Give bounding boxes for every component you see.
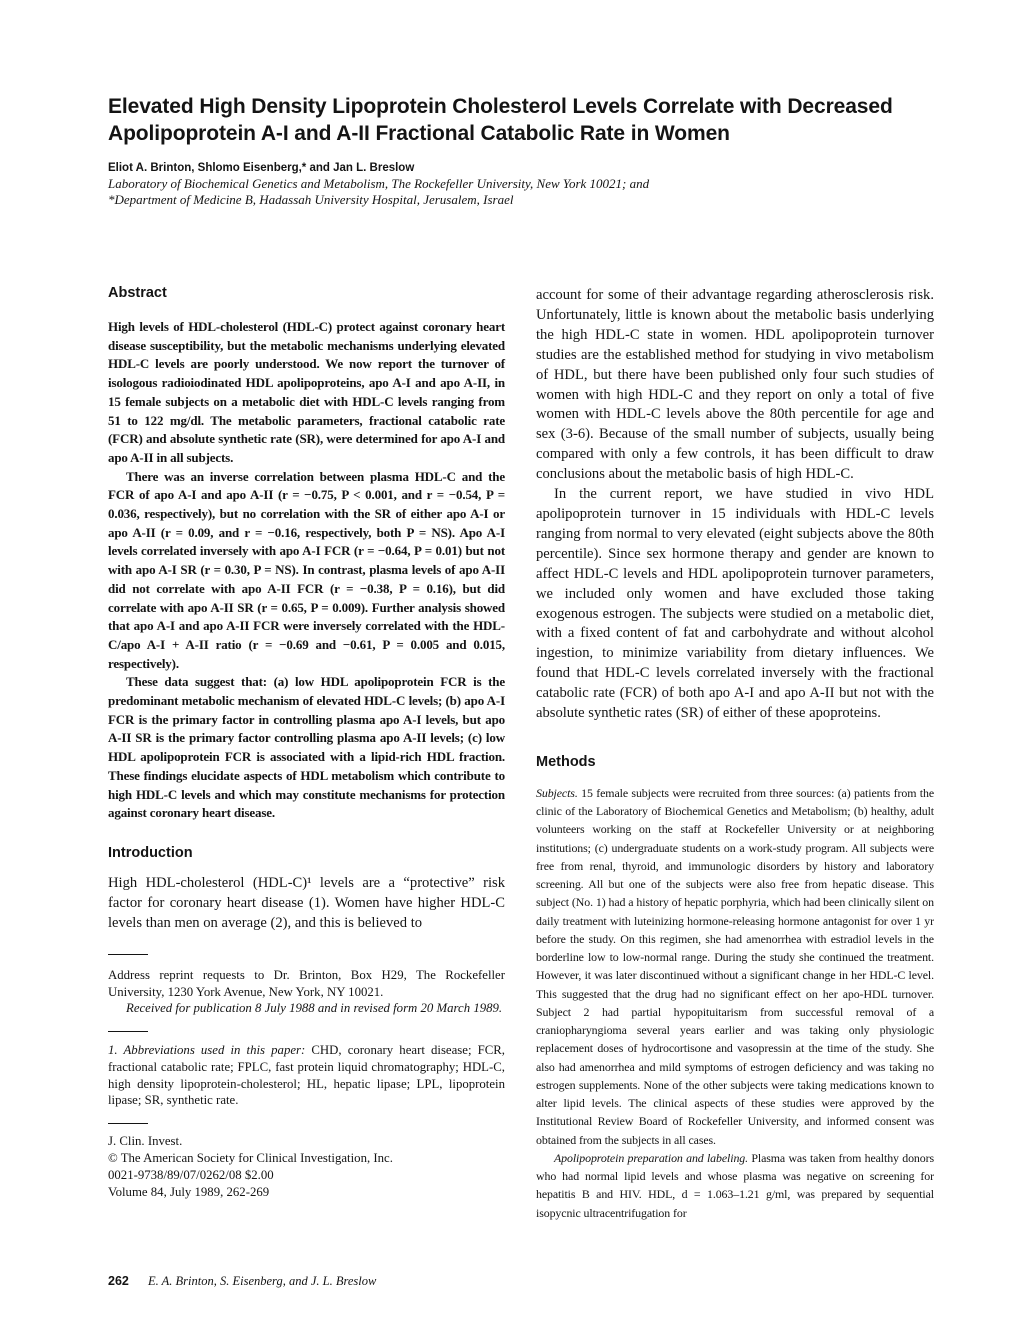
reprint-note: Address reprint requests to Dr. Brinton, Box H29, The Rockefeller University, 1230 York Avenue, New York, NY 10021. [108, 967, 505, 999]
volume-line: Volume 84, July 1989, 262-269 [108, 1184, 270, 1199]
copyright-line: © The American Society for Clinical Investigation, Inc. [108, 1151, 393, 1166]
abstract-body [108, 318, 505, 823]
abstract-paragraph-2: There was an inverse correlation between plasma HDL-C and the FCR of apo A-I and apo A-II (r = −0.75, P < 0.001, and r = −0.54, P = 0.036, respectively), but no correlation with the SR of either apo A-I or apo A-II (r = 0.09, and r = −0.16, respectively, both P = NS). Apo A-I levels correlated inversely with apo A-I FCR (r = −0.64, P = 0.01) but not with apo A-I SR (r = 0.30, P = NS). In contrast, plasma levels of apo A-II did not correlate with apo A-II FCR (r = −0.38, P = 0.16), but did correlate with apo A-II SR (r = 0.65, P = 0.009). Further analysis showed that apo A-I and apo A-II FCR were inversely correlated with the HDL-C/apo A-I + A-II ratio (r = −0.69 and −0.61, P = 0.005 and 0.015, respectively). [108, 468, 505, 671]
introduction-heading: Introduction [108, 844, 193, 861]
intro-continued [536, 286, 934, 724]
abbreviations-label: 1. Abbreviations used in this paper: [108, 1043, 306, 1058]
subjects-label: Subjects. [536, 785, 578, 800]
footnotes [108, 967, 505, 1201]
introduction-body [108, 874, 505, 934]
right-column [536, 286, 934, 1222]
apolipoprotein-paragraph [536, 1149, 934, 1222]
left-column [108, 283, 505, 1200]
affiliation-2: *Department of Medicine B, Hadassah University Hospital, Jerusalem, Israel [108, 192, 514, 207]
abstract-paragraph-1: High levels of HDL-cholesterol (HDL-C) protect against coronary heart disease susceptibility, but the metabolic mechanisms underlying elevated HDL-C levels are poorly understood. We now report the turnover of isologous radioiodinated HDL apolipoproteins, apo A-I and apo A-II, in 15 female subjects on a metabolic diet with HDL-C levels ranging from 51 to 122 mg/dl. The metabolic parameters, fractional catabolic rate (FCR) and absolute synthetic rate (SR), were determined for apo A-I and apo A-II in all subjects. [108, 319, 505, 465]
journal-name: J. Clin. Invest. [108, 1134, 183, 1149]
introduction-paragraph-1: High HDL-cholesterol (HDL-C)¹ levels are a “protective” risk factor for coronary heart disease (1). Women have higher HDL-C levels than men on average (2), and this is believed to [108, 874, 505, 931]
abbreviation-rule [108, 1031, 148, 1032]
journal-rule [108, 1123, 148, 1124]
methods-heading: Methods [536, 753, 596, 770]
abbreviations-text: CHD, coronary heart disease; FCR, fractional catabolic rate; FPLC, fast protein liquid chromatography; HDL-C, high density lipoprotein-cholesterol; HL, hepatic lipase; LPL, lipoprotein lipase; SR, synthetic rate. [108, 1043, 506, 1108]
subjects-text: 15 female subjects were recruited from three sources: (a) patients from the clinic of the Laboratory of Biochemical Genetics and Metabolism; (b) healthy, adult volunteers working on the staff at Rockefeller University or at neighboring institutions; (c) undergraduate students on a work-study program. All subjects were free from renal, thyroid, and immunologic disorders by history and laboratory screening. All but one of the subjects were also free from hepatic disease. This subject (No. 1) had a history of hepatic porphyria, which had been clinically silent on daily treatment with luteinizing hormone-releasing hormone antagonist for over 1 yr before the study. On this regimen, she had amenorrhea with estradiol levels in the borderline low to low-normal range. During the study she continued the treatment. However, it was later discontinued without a significant change in her HDL-C level. This suggested that the drug had no significant effect on her apo-HDL turnover. Subject 2 had partial hypopituitarism from successful removal of a craniopharyngioma several years earlier and was taking only physiologic replacement doses of hydrocortisone and vasopressin at the time of the study. She also had amenorrhea and mild symptoms of estrogen deficiency and was taking no estrogen supplements. None of the other subjects were taking medications known to alter lipid levels. The clinical aspects of these studies were approved by the Institutional Review Board of Rockefeller University, and informed consent was obtained from the subjects in all cases. [536, 785, 935, 1147]
author-list: Eliot A. Brinton, Shlomo Eisenberg,* and Jan L. Breslow [108, 162, 415, 174]
page-number: 262 [108, 1274, 129, 1288]
intro-paragraph-3: In the current report, we have studied in vivo HDL apolipoprotein turnover in 15 individuals with HDL-C levels ranging from normal to very elevated (eight subjects above the 80th percentile). Since sex hormone therapy and gender are known to affect HDL-C levels and HDL apolipoprotein turnover parameters, we included only women and have excluded those taking exogenous estrogen. The subjects were studied on a metabolic diet, with a fixed content of fat and carbohydrate and without alcohol ingestion, to minimize variability from dietary influences. We found that HDL-C levels correlated inversely with the fractional catabolic rate (FCR) of both apo A-I and apo A-II but not with the absolute synthetic rates (SR) of either of these apoproteins. [536, 486, 934, 722]
footnote-rule [108, 954, 148, 955]
article-title: Elevated High Density Lipoprotein Cholesterol Levels Correlate with Decreased Apolipoprotein A-I and A-II Fractional Catabolic Rate in Women [108, 95, 893, 145]
abbreviations-note [108, 1042, 505, 1109]
intro-paragraph-2: account for some of their advantage regarding atherosclerosis risk. Unfortunately, little is known about the metabolic basis underlying the high HDL-C state in women. HDL apolipoprotein turnover studies are the established method for studying in vivo metabolism of HDL, but there have been published only four such studies of women with high HDL-C and they report on only a total of five women with HDL-C levels above the 80th percentile for age and sex (3-6). Because of the small number of subjects, usually being compared with only a few controls, it has been difficult to draw conclusions about the metabolic basis of high HDL-C. [536, 287, 934, 483]
affiliations [108, 176, 968, 208]
issn-line: 0021-9738/89/07/0262/08 $2.00 [108, 1167, 274, 1182]
subjects-paragraph [536, 784, 934, 1149]
running-head: E. A. Brinton, S. Eisenberg, and J. L. Breslow [147, 1274, 377, 1288]
abstract-paragraph-3: These data suggest that: (a) low HDL apolipoprotein FCR is the predominant metabolic mechanism of elevated HDL-C levels; (b) apo A-I FCR is the primary factor in controlling plasma apo A-I levels, but apo A-II SR is the primary factor controlling plasma apo A-II levels; (c) low HDL apolipoprotein FCR is associated with a lipid-rich HDL fraction. These findings elucidate aspects of HDL metabolism which contribute to high HDL-C levels and which may constitute mechanisms for protection against coronary heart disease. [108, 674, 505, 821]
abstract-heading: Abstract [108, 285, 167, 301]
page-footer [108, 1274, 376, 1289]
affiliation-1: Laboratory of Biochemical Genetics and Metabolism, The Rockefeller University, New York 10021; and [108, 176, 650, 191]
apolipoprotein-label: Apolipoprotein preparation and labeling. [554, 1150, 749, 1165]
apolipoprotein-text: Plasma was taken from healthy donors who had normal lipid levels and whose plasma was negative on screening for hepatitis B and HIV. HDL, d = 1.063–1.21 g/ml, was prepared by sequential isopycnic ultracentrifugation for [536, 1150, 935, 1220]
methods-body [536, 784, 934, 1222]
received-note: Received for publication 8 July 1988 and in revised form 20 March 1989. [126, 1001, 503, 1016]
